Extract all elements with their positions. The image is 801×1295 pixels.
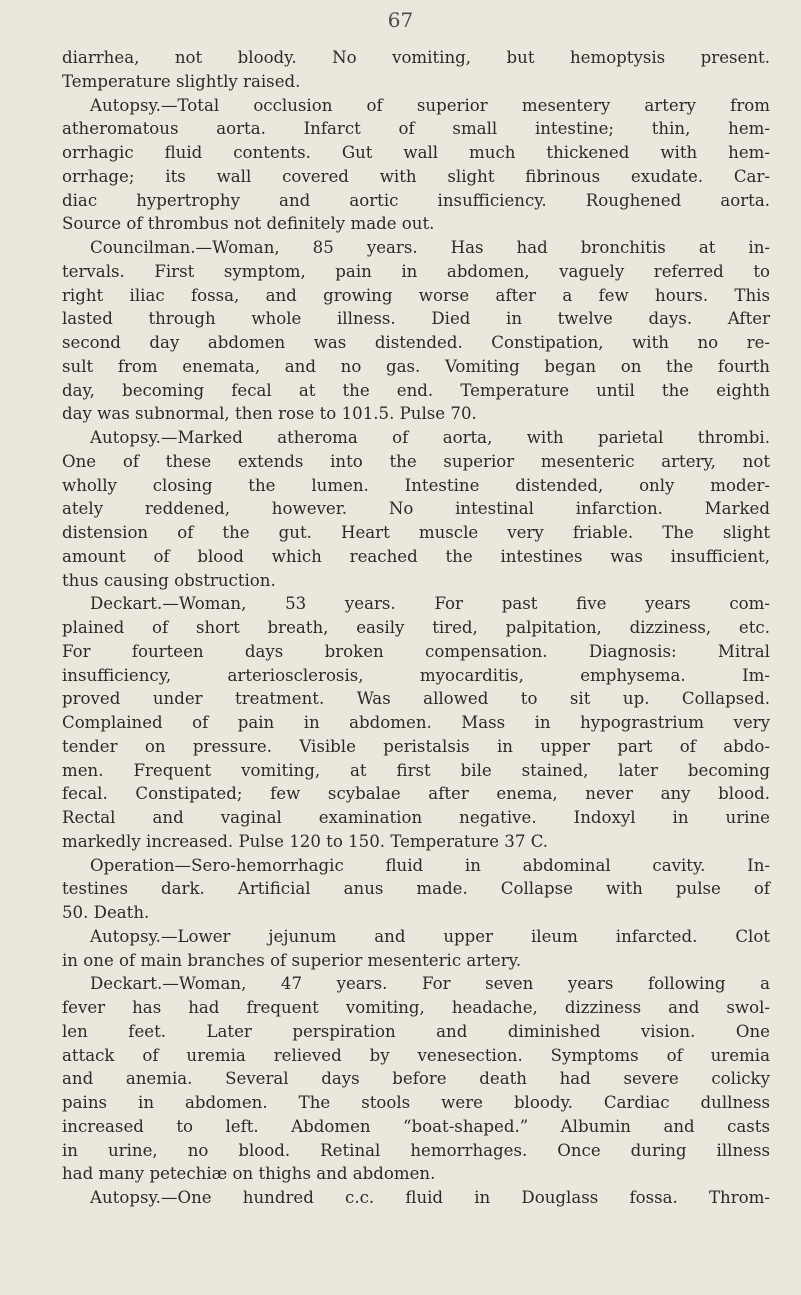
text-line: pains in abdomen. The stools were bloody. Cardiac dullness <box>62 1093 770 1112</box>
text-line: increased to left. Abdomen “boat-shaped.” Albumin and casts <box>62 1116 770 1136</box>
text-line: plained of short breath, easily tired, palpitation, dizziness, etc. <box>62 618 770 637</box>
text-line: and anemia. Several days before death had severe colicky <box>62 1069 770 1089</box>
text-line: fever has had frequent vomiting, headache, dizziness and swol- <box>62 998 770 1017</box>
text-line: proved under treatment. Was allowed to sit up. Collapsed. <box>62 689 770 709</box>
text-line: thus causing obstruction. <box>62 570 276 590</box>
text-line: testines dark. Artificial anus made. Collapse with pulse of <box>62 879 770 899</box>
text-line: Operation—Sero-hemorrhagic fluid in abdominal cavity. In- <box>90 855 770 875</box>
text-line: in one of main branches of superior mesenteric artery. <box>62 950 522 970</box>
text-line: had many petechiæ on thighs and abdomen. <box>62 1164 436 1184</box>
text-line: day, becoming fecal at the end. Temperature until the eighth <box>62 380 770 400</box>
text-line: Councilman.—Woman, 85 years. Has had bronchitis at in- <box>90 238 770 257</box>
text-line: Complained of pain in abdomen. Mass in hypograstrium very <box>62 713 770 732</box>
text-line: diac hypertrophy and aortic insufficiency. Roughened aorta. <box>62 190 770 210</box>
text-line: For fourteen days broken compensation. Diagnosis: Mitral <box>62 641 770 661</box>
text-line: ately reddened, however. No intestinal infarction. Marked <box>62 499 770 519</box>
text-line: orrhagic fluid contents. Gut wall much thickened with hem- <box>62 143 770 162</box>
text-line: Autopsy.—Lower jejunum and upper ileum infarcted. Clot <box>90 926 770 946</box>
text-line: Temperature slightly raised. <box>62 71 301 91</box>
text-line: Source of thrombus not definitely made out. <box>62 214 435 234</box>
page-number: 67 <box>387 8 414 32</box>
text-line: amount of blood which reached the intestines was insufficient, <box>62 546 770 566</box>
text-line: day was subnormal, then rose to 101.5. Pulse 70. <box>62 404 477 424</box>
text-line: right iliac fossa, and growing worse after a few hours. This <box>62 285 770 305</box>
text-line: markedly increased. Pulse 120 to 150. Temperature 37 C. <box>62 831 549 851</box>
text-line: orrhage; its wall covered with slight fibrinous exudate. Car- <box>62 166 770 186</box>
text-line: diarrhea, not bloody. No vomiting, but hemoptysis present. <box>62 48 770 67</box>
text-line: Rectal and vaginal examination negative. Indoxyl in urine <box>62 808 770 827</box>
text-line: One of these extends into the superior mesenteric artery, not <box>62 451 770 471</box>
text-line: Deckart.—Woman, 47 years. For seven years following a <box>90 974 770 994</box>
text-line: men. Frequent vomiting, at first bile stained, later becoming <box>62 760 770 780</box>
text-line: distension of the gut. Heart muscle very friable. The slight <box>62 523 770 542</box>
text-line: wholly closing the lumen. Intestine distended, only moder- <box>62 475 770 495</box>
text-line: attack of uremia relieved by venesection. Symptoms of uremia <box>62 1045 770 1065</box>
text-line: insufficiency, arteriosclerosis, myocarditis, emphysema. Im- <box>62 665 770 685</box>
body-text <box>62 46 770 1210</box>
text-line: tender on pressure. Visible peristalsis in upper part of abdo- <box>62 736 770 756</box>
text-line: Autopsy.—Total occlusion of superior mesentery artery from <box>90 95 770 115</box>
text-line: len feet. Later perspiration and diminished vision. One <box>62 1021 770 1041</box>
text-line: atheromatous aorta. Infarct of small intestine; thin, hem- <box>62 119 770 139</box>
text-line: Autopsy.—Marked atheroma of aorta, with parietal thrombi. <box>90 428 770 447</box>
text-line: lasted through whole illness. Died in twelve days. After <box>62 309 770 329</box>
text-line: in urine, no blood. Retinal hemorrhages. Once during illness <box>62 1140 770 1160</box>
text-line: Deckart.—Woman, 53 years. For past five years com- <box>90 594 770 614</box>
text-line: second day abdomen was distended. Constipation, with no re- <box>62 333 770 352</box>
text-line: Autopsy.—One hundred c.c. fluid in Douglass fossa. Throm- <box>90 1188 770 1207</box>
text-line: fecal. Constipated; few scybalae after enema, never any blood. <box>62 784 770 804</box>
text-line: 50. Death. <box>62 903 150 922</box>
text-line: tervals. First symptom, pain in abdomen, vaguely referred to <box>62 261 770 281</box>
text-line: sult from enemata, and no gas. Vomiting began on the fourth <box>62 356 770 376</box>
